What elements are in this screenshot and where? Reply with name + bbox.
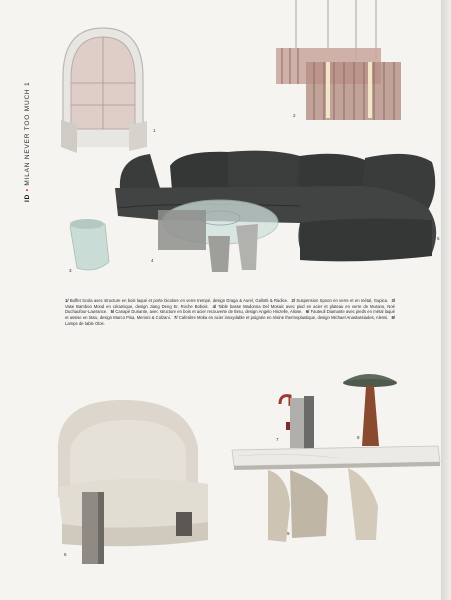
caption-num-6: 6/ [305,309,310,315]
item-number-6: 6 [64,552,67,557]
caption-text-3: Vase Bamboo Mood en céramique, design Jiang Deng Er, Roche Bobois. [65,303,209,309]
item-number-7: 7 [276,437,279,442]
product-captions [65,298,395,327]
caption-num-1: 1/ [65,298,69,303]
caption-num-8: 8/ [391,315,395,321]
item-number-1: 1 [153,128,156,133]
caption-text-5: Canapé Dunante, avec structure en bois et acier recouverte de tissu, design Angelo Hinzelle, Aliose. [115,309,303,315]
vase-image [65,216,115,276]
caption-text-7: Cafetière Moka en acier inoxydable et poignée en résine thermoplastique, design Michael Anastassiades, Alessi. [178,315,389,321]
buffet-cabinet-image [55,25,155,155]
caption-num-7: 7/ [174,315,178,321]
caption-num-2: 2/ [291,298,296,303]
item-number-3: 3 [69,268,72,273]
coffee-table-image [150,196,280,276]
section-title: MILAN NEVER TOO MUCH [24,88,31,186]
item-number-5: 5 [437,236,440,241]
caption-text-4: Table basse Madonna Del Mosaic avec pied en acier et plateau en verre de Murano, Noé Duchaufour-Lawrance. [65,303,395,315]
separator-dot: • [24,188,31,192]
magazine-id: ID [24,193,31,202]
caption-text-2: Suspension Spoon en verre et en métal, Gupica. [296,298,389,303]
page-number: 1 [24,81,31,86]
suspension-lamp-image [268,0,418,120]
caption-text-6: Fauteuil Diamante avec pieds en métal laqué et assise en tissu, design Marco Pisa, Merioni & Colzani. [65,309,395,321]
dining-table-image [228,436,443,546]
caption-num-5: 5/ [110,309,115,315]
item-number-2: 2 [293,113,296,118]
caption-text-8: Lampe de table Olos. [65,320,105,326]
item-number-4: 4 [151,258,154,263]
armchair-image [48,392,218,572]
section-header [24,82,31,202]
caption-text-1: Buffet Scola avec structure en bois laqué et porte bicolore en verre trempé, design Draga & Aurel, Gallotti & Radice. [69,298,289,303]
item-number-9: 9 [287,531,290,536]
caption-num-4: 4/ [212,303,217,309]
caption-num-3: 3/ [391,298,396,303]
item-number-8: 8 [357,435,360,440]
